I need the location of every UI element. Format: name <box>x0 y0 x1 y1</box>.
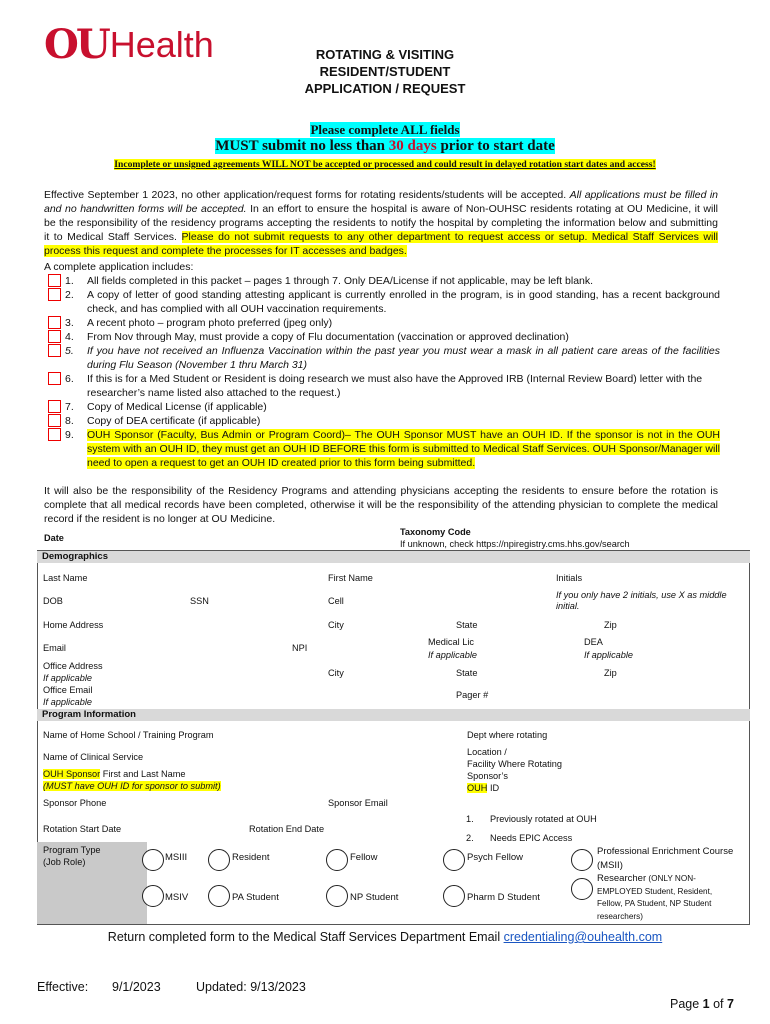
epic-access-option: 2. Needs EPIC Access <box>466 833 573 843</box>
checkbox-2[interactable] <box>48 288 61 301</box>
title-line-1: ROTATING & VISITING <box>315 47 455 62</box>
office-zip-label: Zip <box>604 668 617 678</box>
taxonomy-label: Taxonomy Code <box>400 527 471 537</box>
rotation-start-label: Rotation Start Date <box>43 824 122 834</box>
title-line-3: APPLICATION / REQUEST <box>304 81 466 96</box>
np-student-label: NP Student <box>350 892 399 903</box>
checklist-item: 1. All fields completed in this packet – pages 1 through 7. Only DEA/License if not applicable, may be left blank. <box>48 274 720 288</box>
psych-fellow-label: Psych Fellow <box>467 852 523 863</box>
requirements-checklist <box>48 274 720 470</box>
checklist-item: 9. OUH Sponsor (Faculty, Bus Admin or Program Coord)– The OUH Sponsor MUST have an OUH ID. If the sponsor is not in the OUH system with an OUH ID, they must get an OUH ID BEFORE this form is submitted to Medical Staff Services. OUH Sponsor/Manager will need to open a request to get an OUH ID created prior to this form being submitted. <box>48 428 720 470</box>
initials-label: Initials <box>556 573 583 583</box>
radio-msiii[interactable] <box>142 849 164 871</box>
logo-text: Health <box>109 24 214 65</box>
medical-lic-hint: If applicable <box>428 650 478 660</box>
initials-hint: If you only have 2 initials, use X as middle initial. <box>556 590 727 611</box>
checkbox-6[interactable] <box>48 372 61 385</box>
radio-msiv[interactable] <box>142 885 164 907</box>
logo-ou-mark: OU <box>44 21 108 68</box>
checkbox-1[interactable] <box>48 274 61 287</box>
title-line-2: RESIDENT/STUDENT <box>319 64 451 79</box>
home-school-label: Name of Home School / Training Program <box>43 730 214 740</box>
dob-label: DOB <box>43 596 63 606</box>
page-number: Page 1 of 7 <box>670 997 734 1011</box>
program-information-header: Program Information <box>37 709 750 721</box>
responsibility-paragraph: It will also be the responsibility of the Residency Programs and attending physicians accepting the residents to ensure before the rotation is complete that all medical records have been completed, otherwise it will be the responsibility of the attending physician to complete the medical record if the resident is no longer at OU Medicine. <box>44 485 718 525</box>
checklist-item: 3. A recent photo – program photo preferred (jpeg only) <box>48 316 720 330</box>
sponsor-phone-label: Sponsor Phone <box>43 798 107 808</box>
city-label: City <box>328 620 344 630</box>
npi-label: NPI <box>292 643 308 653</box>
notice-line-2: MUST submit no less than 30 days prior to start date <box>215 138 555 154</box>
radio-np-student[interactable] <box>326 885 348 907</box>
resident-label: Resident <box>232 852 270 863</box>
checkbox-3[interactable] <box>48 316 61 329</box>
office-state-label: State <box>456 668 478 678</box>
checklist-item: 6. If this is for a Med Student or Resident is doing research we must also have the Approved IRB (Internal Review Board) letter with the researcher’s name listed also attached to the request.) <box>48 372 720 400</box>
checkbox-8[interactable] <box>48 414 61 427</box>
dea-label: DEA <box>584 637 603 647</box>
state-label: State <box>456 620 478 630</box>
radio-fellow[interactable] <box>326 849 348 871</box>
pa-student-label: PA Student <box>232 892 279 903</box>
msiv-label: MSIV <box>165 892 189 903</box>
office-email-hint: If applicable <box>43 697 93 707</box>
demographics-header: Demographics <box>37 551 750 563</box>
checkbox-7[interactable] <box>48 400 61 413</box>
home-address-label: Home Address <box>43 620 104 630</box>
date-label: Date <box>44 533 64 543</box>
taxonomy-hint: If unknown, check https://npiregistry.cms.hhs.gov/search <box>400 539 630 549</box>
radio-pa-student[interactable] <box>208 885 230 907</box>
radio-professional-enrichment[interactable] <box>571 849 593 871</box>
dept-rotating-label: Dept where rotating <box>467 730 548 740</box>
checkbox-9[interactable] <box>48 428 61 441</box>
checklist-item: 4. From Nov through May, must provide a copy of Flu documentation (vaccination or approved declination) <box>48 330 720 344</box>
effective-date: 9/1/2023 <box>112 980 161 994</box>
page-title <box>230 46 540 97</box>
fellow-label: Fellow <box>350 852 378 863</box>
office-city-label: City <box>328 668 344 678</box>
dea-hint: If applicable <box>584 650 634 660</box>
checklist-item: 2. A copy of letter of good standing attesting applicant is currently enrolled in the program, is in good standing, has a recent background check, and has complied with all OUH vaccination requirements. <box>48 288 720 316</box>
program-type-label: Program Type <box>43 845 101 855</box>
checklist-item: 5. If you have not received an Influenza Vaccination within the past year you must wear a mask in all patient care areas of the facilities during Flu Season (November 1 thru March 31) <box>48 344 720 372</box>
cell-label: Cell <box>328 596 344 606</box>
ou-health-logo <box>44 22 214 68</box>
radio-researcher[interactable] <box>571 878 593 900</box>
pharm-d-student-label: Pharm D Student <box>467 892 540 903</box>
radio-psych-fellow[interactable] <box>443 849 465 871</box>
checkbox-4[interactable] <box>48 330 61 343</box>
msiii-label: MSIII <box>165 852 188 863</box>
professional-enrichment-label: Professional Enrichment Course (MSII) <box>597 846 734 871</box>
location-facility-label: Location / Facility Where Rotating Sponsor’s OUH ID <box>467 747 562 793</box>
effective-label: Effective: <box>37 980 89 994</box>
intro-paragraph: Effective September 1 2023, no other application/request forms for rotating residents/students will be accepted. All applications must be filled in and no handwritten forms will be accepted. In an effort to ensure the hospital is aware of Non-OUHSC residents rotating at OU Medicine, it will be the responsibility of the residency programs accepting the residents to notify the hospital by completing the information below and submitting it to Medical Staff Services. Please do not submit requests to any other department to request access or setup. Medical Staff Services will process this request and complete the processes for IT accesses and badges. <box>44 189 719 257</box>
checklist-item: 7. Copy of Medical License (if applicable) <box>48 400 720 414</box>
notice-line-3: Incomplete or unsigned agreements WILL NOT be accepted or processed and could result in delayed rotation start dates and access! <box>114 159 656 170</box>
return-instructions: Return completed form to the Medical Staff Services Department Email credentialing@ouhealth.com <box>107 930 663 944</box>
rotation-end-label: Rotation End Date <box>249 824 325 834</box>
office-email-label: Office Email <box>43 685 93 695</box>
ssn-label: SSN <box>190 596 209 606</box>
clinical-service-label: Name of Clinical Service <box>43 752 144 762</box>
radio-pharm-d-student[interactable] <box>443 885 465 907</box>
radio-resident[interactable] <box>208 849 230 871</box>
email-label: Email <box>43 643 66 653</box>
last-name-label: Last Name <box>43 573 88 583</box>
ouh-sponsor-label: OUH Sponsor First and Last Name <box>43 769 186 779</box>
office-address-hint: If applicable <box>43 673 93 683</box>
job-role-label: (Job Role) <box>43 857 86 867</box>
first-name-label: First Name <box>328 573 373 583</box>
sponsor-requirement-note: (MUST have OUH ID for sponsor to submit) <box>43 781 221 791</box>
pager-label: Pager # <box>456 690 489 700</box>
complete-application-label: A complete application includes: <box>44 261 194 273</box>
medical-lic-label: Medical Lic <box>428 637 474 647</box>
checkbox-5[interactable] <box>48 344 61 357</box>
notice-line-1: Please complete ALL fields <box>310 122 460 137</box>
zip-label: Zip <box>604 620 617 630</box>
previously-rotated-option: 1. Previously rotated at OUH <box>466 814 597 824</box>
checklist-item: 8. Copy of DEA certificate (if applicable) <box>48 414 720 428</box>
sponsor-email-label: Sponsor Email <box>328 798 388 808</box>
office-address-label: Office Address <box>43 661 103 671</box>
researcher-label: Researcher (ONLY NON-EMPLOYED Student, Resident, Fellow, PA Student, NP Student researchers) <box>597 873 713 921</box>
credentialing-email-link[interactable]: credentialing@ouhealth.com <box>503 930 663 944</box>
updated-date: Updated: 9/13/2023 <box>196 980 306 994</box>
